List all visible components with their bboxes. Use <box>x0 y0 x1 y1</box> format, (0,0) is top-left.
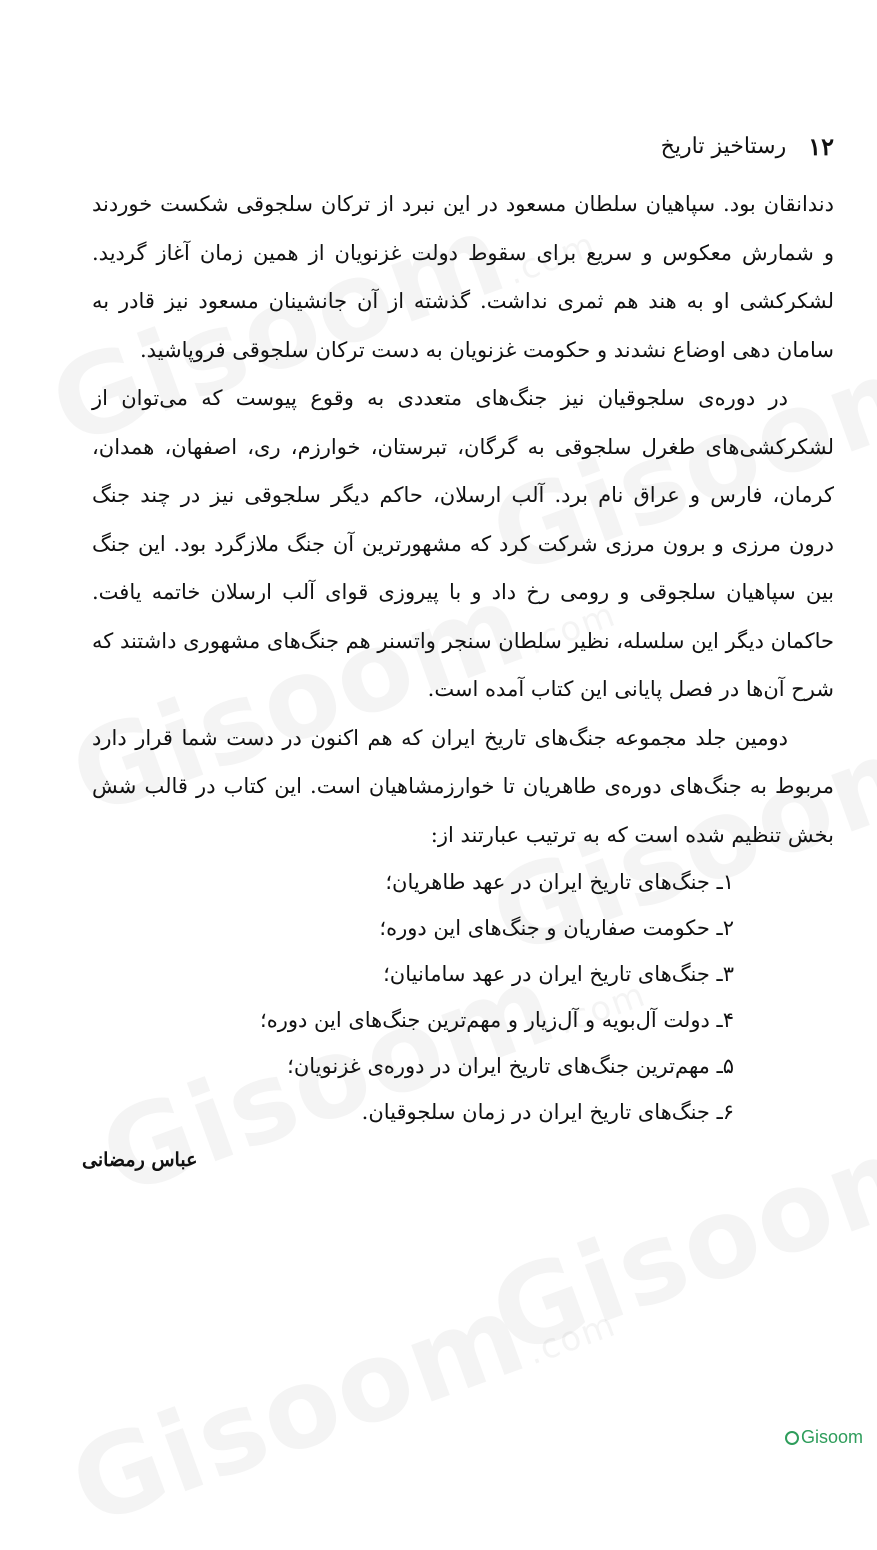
paragraph-1: دندانقان بود. سپاهیان سلطان مسعود در این نبرد از ترکان سلجوقی شکست خوردند و شمارش معکوس و سریع برای سقوط دولت غزنویان از همین زمان آغاز گردید. لشکرکشی او به هند هم ثمری نداشت. گذشته از آن جانشینان مسعود نیز قادر به سامان دهی اوضاع نشدند و حکومت غزنویان به دست ترکان سلجوقی فروپاشید. <box>92 192 834 362</box>
gisoom-logo <box>785 1427 863 1448</box>
page-number: ۱۲ <box>808 131 834 161</box>
list-item: ۶ـ جنگ‌های تاریخ ایران در زمان سلجوقیان. <box>361 1100 734 1124</box>
book-title: رستاخیز تاریخ <box>660 133 787 159</box>
book-page <box>82 128 834 1171</box>
watermark <box>55 1238 628 1550</box>
list-item: ۲ـ حکومت صفاریان و جنگ‌های این دوره؛ <box>379 916 734 940</box>
running-head <box>92 128 834 164</box>
logo-mark-icon <box>785 1431 799 1445</box>
list-item: ۵ـ مهم‌ترین جنگ‌های تاریخ ایران در دوره‌ی غزنویان؛ <box>287 1054 734 1078</box>
logo-text: Gisoom <box>800 1427 863 1447</box>
author-signature: عباس رمضانی <box>82 1149 198 1171</box>
chapter-list <box>92 859 834 1135</box>
list-item: ۳ـ جنگ‌های تاریخ ایران در عهد سامانیان؛ <box>383 962 734 986</box>
list-item: ۱ـ جنگ‌های تاریخ ایران در عهد طاهریان؛ <box>385 870 734 894</box>
paragraph-3: دومین جلد مجموعه جنگ‌های تاریخ ایران که هم اکنون در دست شما قرار دارد مربوط به جنگ‌های دوره‌ی طاهریان تا خوارزمشاهیان است. این کتاب در قالب شش بخش تنظیم شده است که به ترتیب عبارتند از: <box>92 725 834 847</box>
list-item: ۴ـ دولت آل‌بویه و آل‌زیار و مهم‌ترین جنگ‌های این دوره؛ <box>260 1008 734 1032</box>
paragraph-2: در دوره‌ی سلجوقیان نیز جنگ‌های متعددی به وقوع پیوست که می‌توان از لشکرکشی‌های طغرل سلجوقی به گرگان، تبرستان، خوارزم، ری، اصفهان، همدان، کرمان، فارس و عراق نام برد. آلب ارسلان، حاکم دیگر سلجوقی نیز در چند جنگ درون مرزی و برون مرزی شرکت کرد که مشهورترین آن جنگ ملازگرد بود. این جنگ بین سپاهیان سلجوقی و رومی رخ داد و با پیروزی قوای آلب ارسلان خاتمه یافت. حاکمان دیگر این سلسله، نظیر سلطان سنجر واتسنر هم جنگ‌های مشهوری داشتند که شرح آن‌ها در فصل پایانی این کتاب آمده است. <box>92 386 834 701</box>
